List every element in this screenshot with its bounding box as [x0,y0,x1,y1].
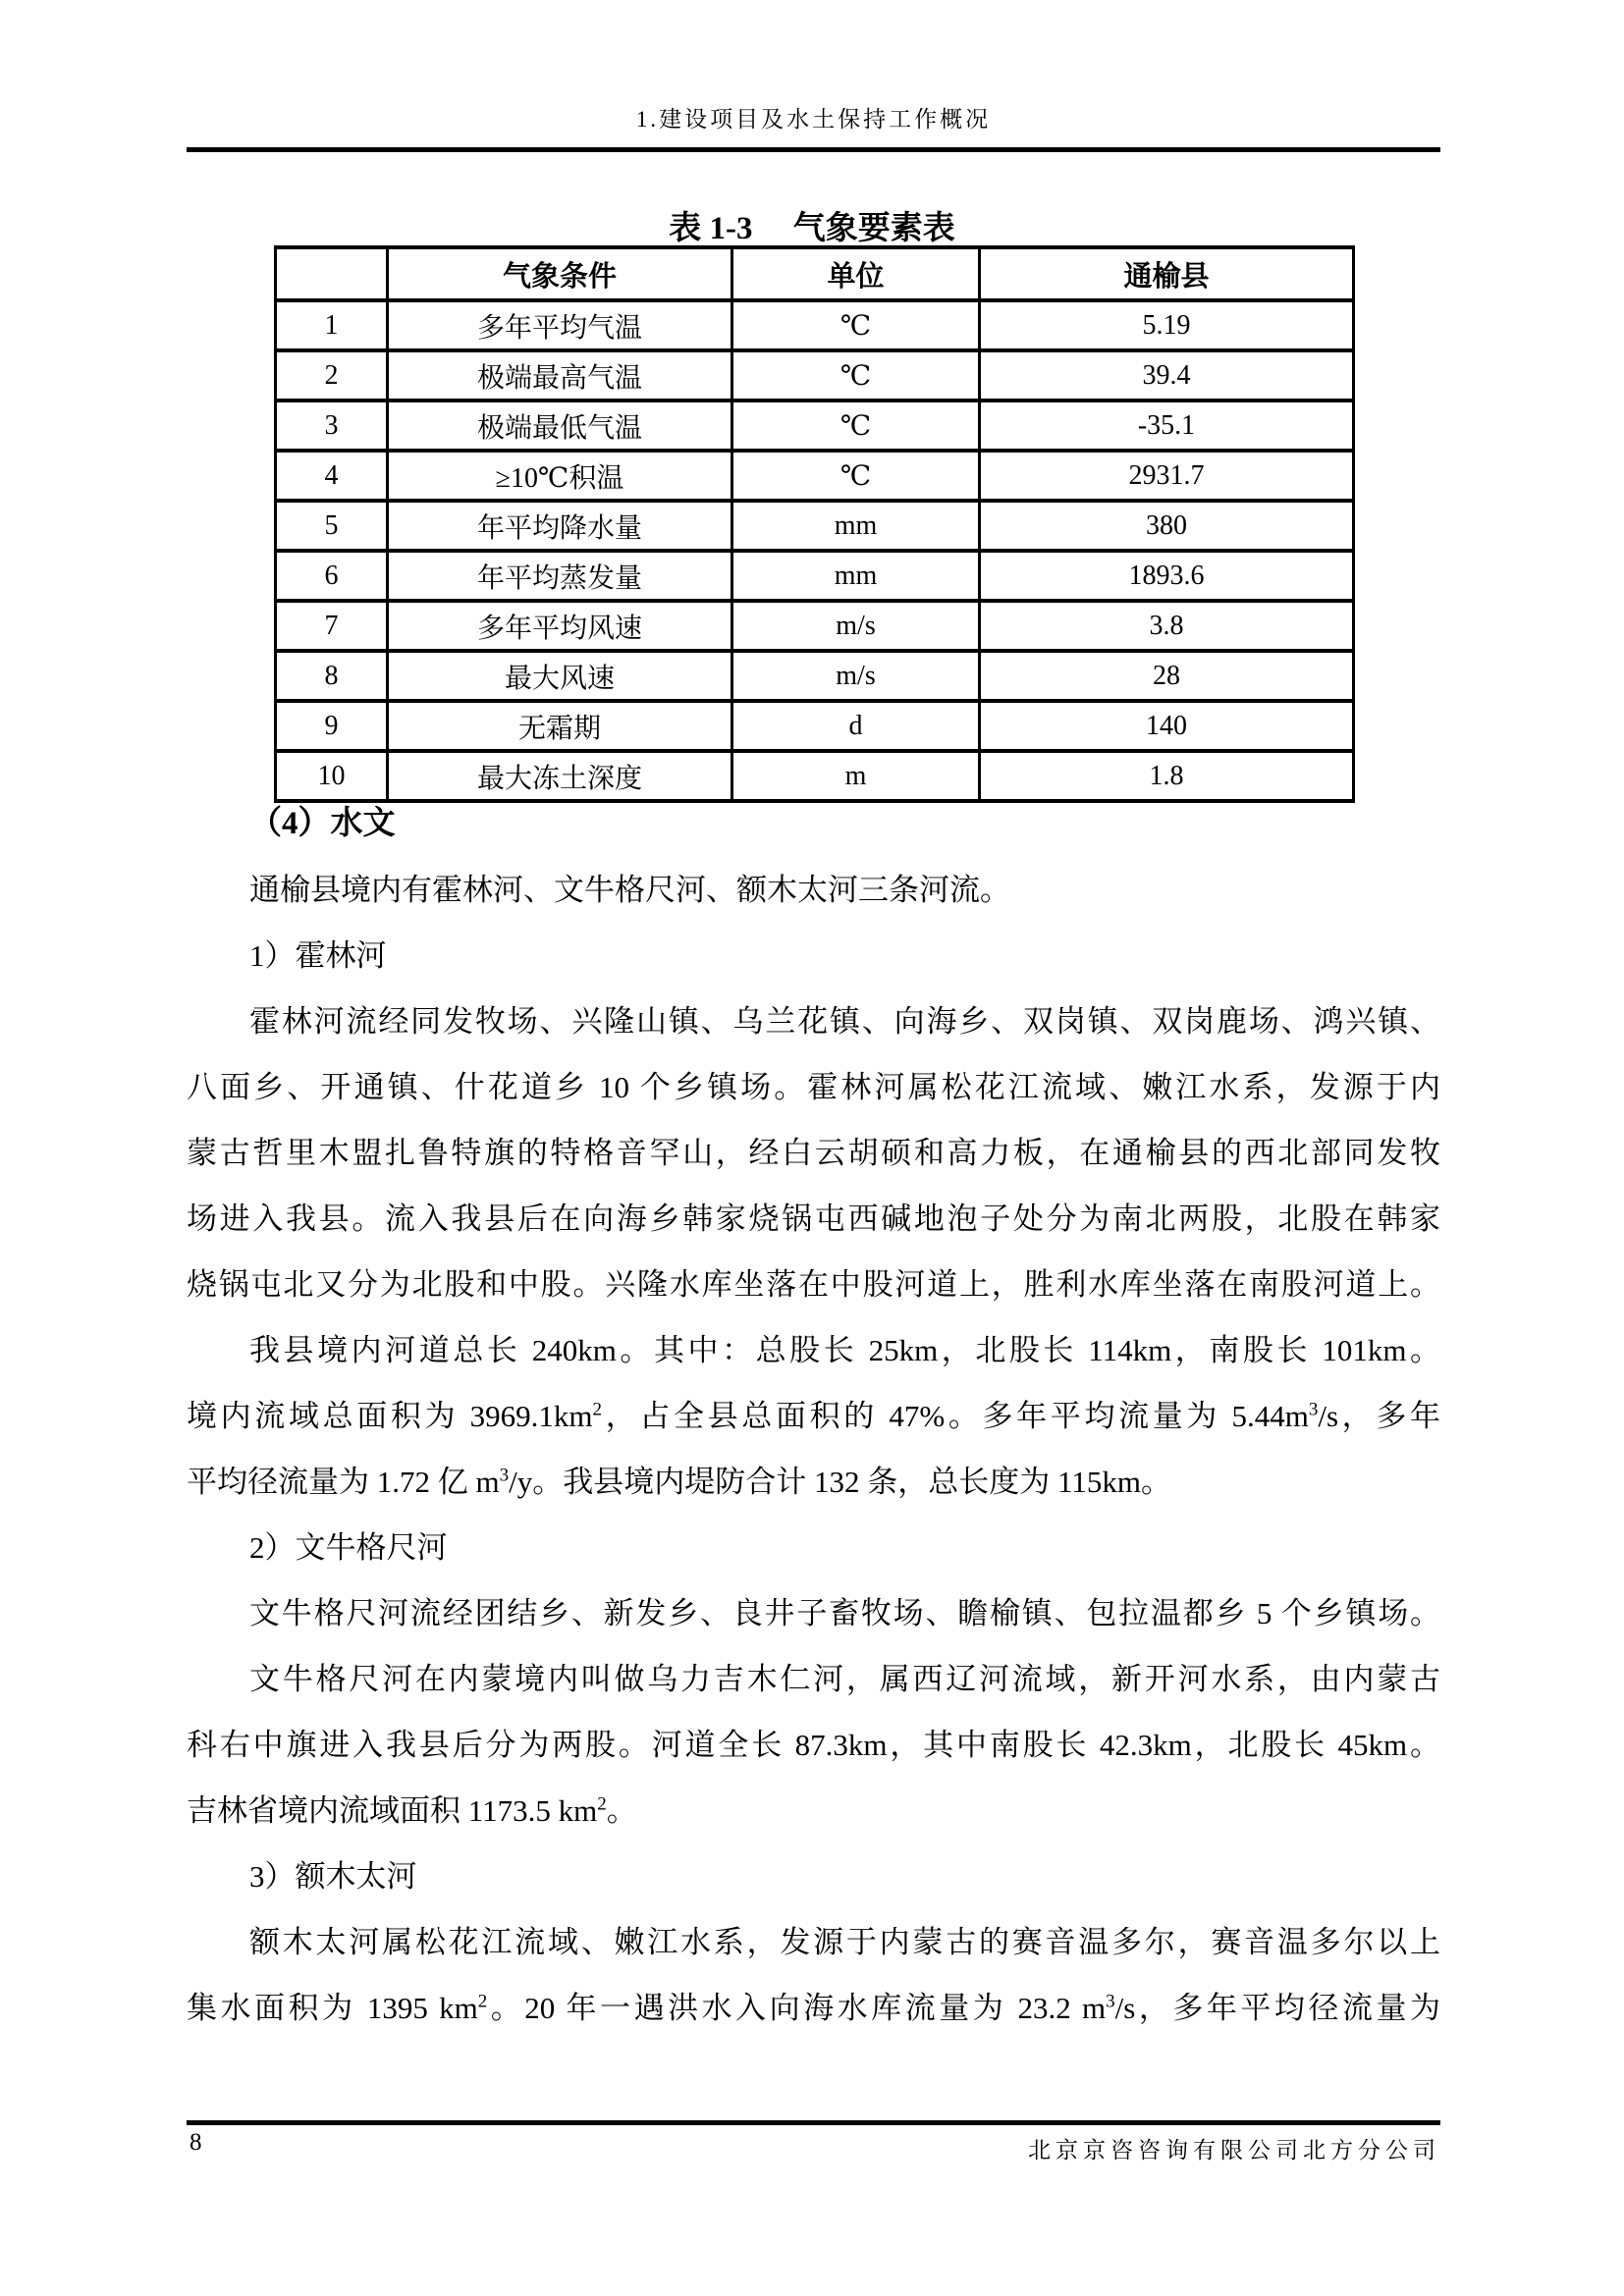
table-cell: d [732,701,980,751]
body-line: 通榆县境内有霍林河、文牛格尺河、额木太河三条河流。 [249,873,1010,907]
body-line: 蒙古哲里木盟扎鲁特旗的特格音罕山，经白云胡硕和高力板，在通榆县的西北部同发牧 [187,1136,1440,1170]
footer-rule [187,2120,1440,2125]
body-line: 平均径流量为 1.72 亿 $m^3/y$。我县境内堤防合计 132 条，总长度为 115km。 [187,1465,1171,1499]
table-cell: 1893.6 [980,551,1354,601]
table-cell: 2 [276,350,388,400]
table-cell: m [732,751,980,801]
table-cell: ℃ [732,400,980,451]
table-cell: 28 [980,651,1354,701]
table-cell: 7 [276,601,388,651]
body-line: 3）额木太河 [249,1859,417,1894]
table-header-cell: 通榆县 [980,247,1354,300]
body-line: 场进入我县。流入我县后在向海乡韩家烧锅屯西碱地泡子处分为南北两股，北股在韩家 [187,1201,1440,1236]
weather-table-head [276,247,1354,300]
table-caption: 表 1-3 气象要素表 [669,211,955,246]
weather-table-body [276,300,1354,801]
table-cell: 最大风速 [388,651,732,701]
body-line: 1）霍林河 [249,938,387,973]
table-row [276,651,1354,701]
table-cell: m/s [732,601,980,651]
body-line: 文牛格尺河在内蒙境内叫做乌力吉木仁河，属西辽河流域，新开河水系，由内蒙古 [249,1662,1440,1696]
table-cell: 1.8 [980,751,1354,801]
table-cell: 极端最高气温 [388,350,732,400]
section-heading: （4）水文 [249,806,396,841]
table-cell: ≥10℃积温 [388,451,732,501]
table-row [276,400,1354,451]
page-number: 8 [189,2129,202,2156]
body-line: 烧锅屯北又分为北股和中股。兴隆水库坐落在中股河道上，胜利水库坐落在南股河道上。 [187,1267,1440,1302]
body-line: 科右中旗进入我县后分为两股。河道全长 87.3km，其中南股长 42.3km，北股长 45km。 [187,1728,1440,1762]
table-row [276,451,1354,501]
table-cell: 年平均蒸发量 [388,551,732,601]
table-cell: 1 [276,300,388,350]
body-line: 境内流域总面积为 $3969.1km^2$，占全县总面积的 47%。多年平均流量为 $5.44m^3/s$，多年 [187,1399,1440,1433]
table-cell: mm [732,551,980,601]
table-cell: mm [732,501,980,551]
table-cell: 6 [276,551,388,601]
table-cell: ℃ [732,451,980,501]
table-cell: 2931.7 [980,451,1354,501]
body-line: 吉林省境内流域面积 1173.5 $km^2$。 [187,1793,637,1828]
body-line: 额木太河属松花江流域、嫩江水系，发源于内蒙古的赛音温多尔，赛音温多尔以上 [249,1925,1440,1959]
body-line: 八面乡、开通镇、什花道乡 10 个乡镇场。霍林河属松花江流域、嫩江水系，发源于内 [187,1070,1440,1104]
table-cell: 5.19 [980,300,1354,350]
body-line: 霍林河流经同发牧场、兴隆山镇、乌兰花镇、向海乡、双岗镇、双岗鹿场、鸿兴镇、 [249,1004,1440,1039]
table-cell: -35.1 [980,400,1354,451]
table-cell: 极端最低气温 [388,400,732,451]
header-rule [187,147,1440,152]
footer-company-name: 北京京咨咨询有限公司北方分公司 [1028,2138,1440,2163]
table-cell: 3 [276,400,388,451]
table-cell: 4 [276,451,388,501]
table-cell: 39.4 [980,350,1354,400]
table-row [276,551,1354,601]
table-cell: 无霜期 [388,701,732,751]
table-cell: 9 [276,701,388,751]
body-line: 文牛格尺河流经团结乡、新发乡、良井子畜牧场、瞻榆镇、包拉温都乡 5 个乡镇场。 [249,1596,1440,1630]
table-row [276,300,1354,350]
table-row [276,350,1354,400]
table-header-cell: 气象条件 [388,247,732,300]
table-header-cell: 单位 [732,247,980,300]
table-row [276,701,1354,751]
body-line: 我县境内河道总长 240km。其中：总股长 25km，北股长 114km，南股长 101km。 [249,1333,1440,1367]
table-row [276,601,1354,651]
table-cell: 多年平均风速 [388,601,732,651]
body-line: 集水面积为 1395 $km^2$。20 年一遇洪水入向海水库流量为 23.2 $m^3/s$，多年平均径流量为 [187,1991,1440,2025]
table-row [276,501,1354,551]
table-cell: ℃ [732,350,980,400]
table-header-row [276,247,1354,300]
table-header-cell [276,247,388,300]
table-cell: 5 [276,501,388,551]
running-header-title: 1.建设项目及水土保持工作概况 [635,107,992,132]
table-cell: 140 [980,701,1354,751]
table-cell: 多年平均气温 [388,300,732,350]
table-cell: 最大冻土深度 [388,751,732,801]
weather-elements-table [274,245,1355,803]
table-cell: 10 [276,751,388,801]
table-cell: 3.8 [980,601,1354,651]
table-cell: 8 [276,651,388,701]
table-cell: 年平均降水量 [388,501,732,551]
table-cell: 380 [980,501,1354,551]
body-text [187,791,1440,2041]
body-line: 2）文牛格尺河 [249,1530,448,1565]
table-cell: ℃ [732,300,980,350]
table-cell: m/s [732,651,980,701]
